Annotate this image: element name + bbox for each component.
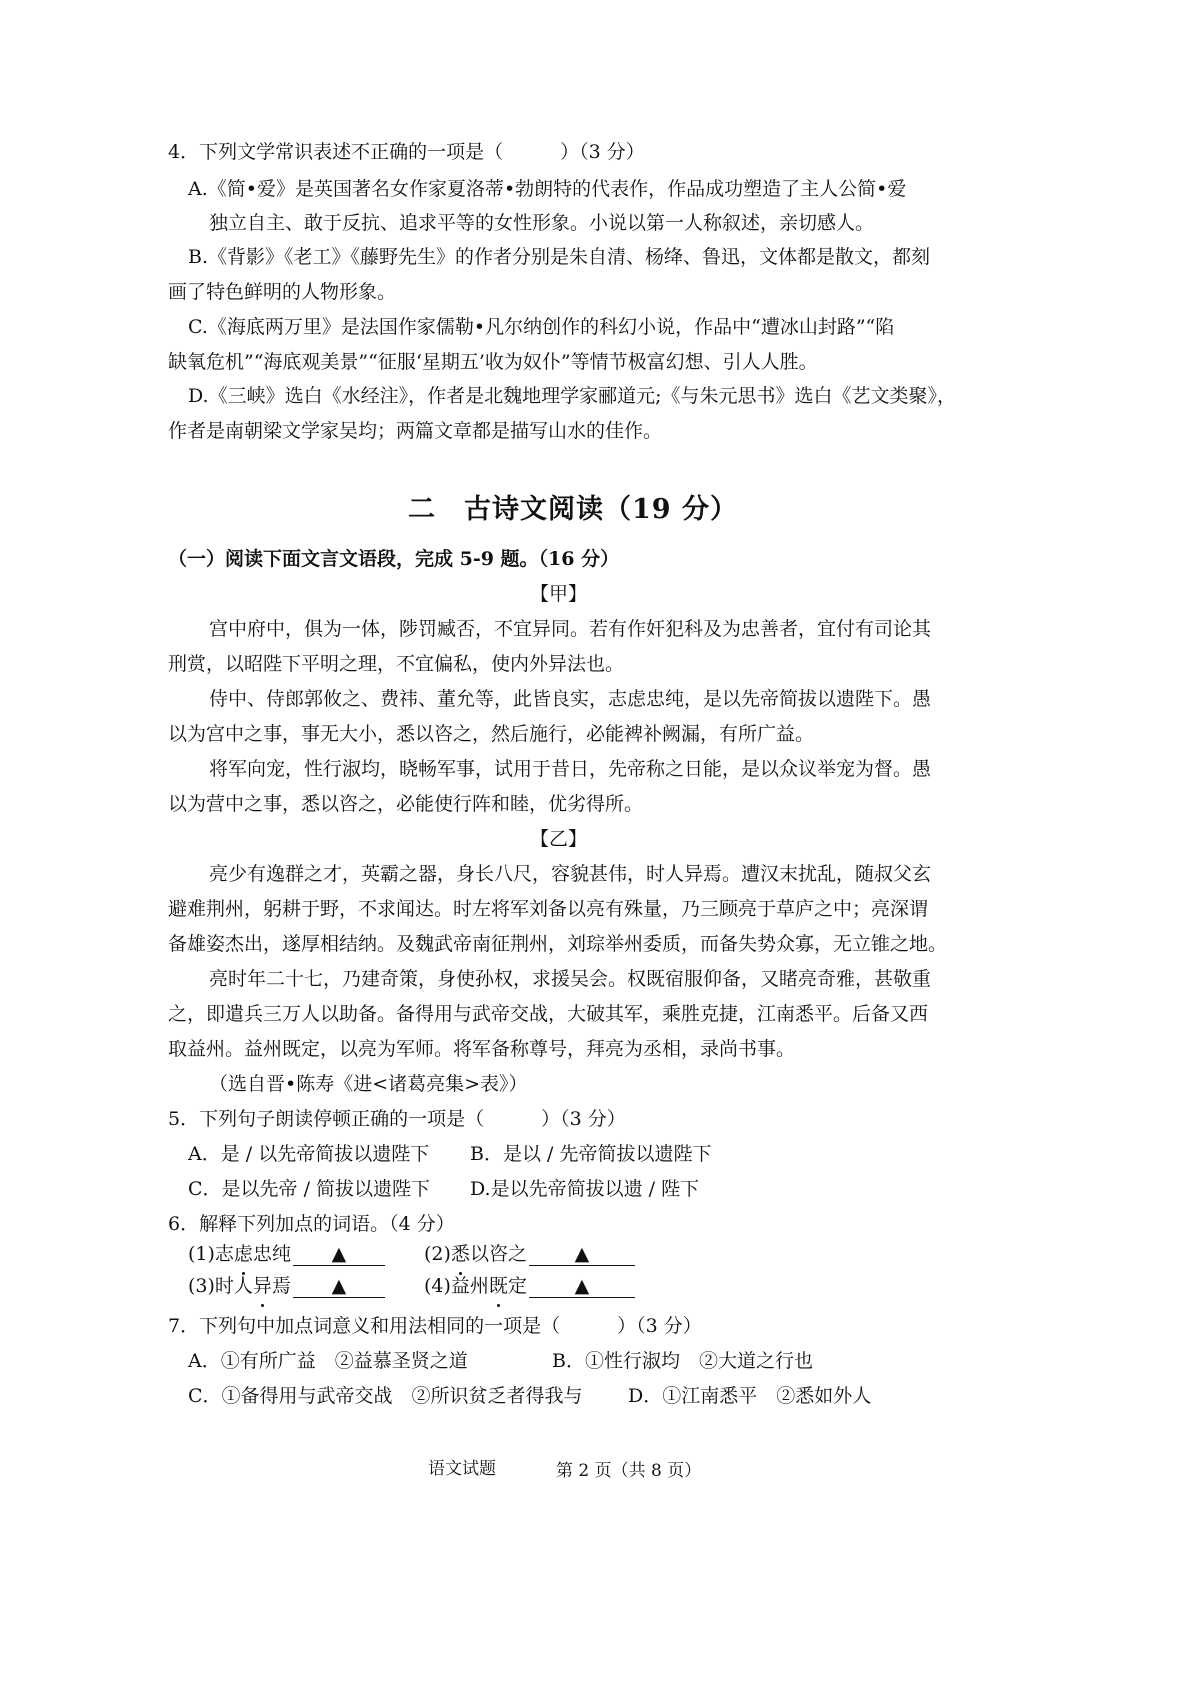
q6-item-3-pre: (3)时人	[188, 1275, 253, 1297]
q6-item-4-pre: (4)益州	[424, 1275, 489, 1297]
q6-item-4-answer-blank[interactable]: ▲	[529, 1275, 635, 1298]
q6-item-3-answer-blank[interactable]: ▲	[293, 1275, 385, 1298]
q6-item-1-post: 忠纯	[252, 1243, 291, 1265]
q6-item-3-post: 焉	[271, 1275, 291, 1297]
q7-option-a: A．①有所广益 ②益慕圣贤之道	[188, 1350, 468, 1372]
jia-p2-line1: 侍中、侍郎郭攸之、费祎、董允等，此皆良实，志虑忠纯，是以先帝简拔以遗陛下。愚	[209, 688, 932, 710]
jia-p1-line2: 刑赏，以昭陛下平明之理，不宜偏私，使内外异法也。	[168, 653, 625, 675]
q6-item-3-dotted-word: 异	[253, 1272, 272, 1300]
footer-subject: 语文试题	[428, 1459, 496, 1479]
q6-item-1-dotted-word: 虑	[234, 1240, 253, 1268]
jia-p2-line2: 以为宫中之事，事无大小，悉以咨之，然后施行，必能裨补阙漏，有所广益。	[168, 723, 815, 745]
q7-option-b: B．①性行淑均 ②大道之行也	[552, 1350, 813, 1372]
q6-item-1-answer-blank[interactable]: ▲	[293, 1243, 385, 1266]
q4-option-d-line1: D.《三峡》选白《水经注》，作者是北魏地理学家郦道元;《与朱元思书》选白《艺文类聚》，	[188, 385, 956, 407]
q5-option-a: A．是 / 以先帝简拔以遗陛下	[188, 1143, 430, 1165]
footer-page-number: 第 2 页（共 8 页）	[556, 1461, 702, 1481]
passage-jia-label: 【甲】	[530, 583, 588, 605]
q6-item-3	[188, 1272, 385, 1300]
q4-option-a-line1: A.《简•爱》是英国著名女作家夏洛蒂•勃朗特的代表作，作品成功塑造了主人公简•爱	[188, 178, 907, 200]
jia-p3-line1: 将军向宠，性行淑均，晓畅军事，试用于昔日，先帝称之日能，是以众议举宠为督。愚	[209, 758, 932, 780]
yi-p1-line1: 亮少有逸群之才，英霸之器，身长八尺，容貌甚伟，时人异焉。遭汉末扰乱，随叔父玄	[209, 863, 932, 885]
q6-item-4	[424, 1272, 635, 1300]
passage-yi-label: 【乙】	[530, 828, 588, 850]
q4-option-a-line2: 独立自主、敢于反抗、追求平等的女性形象。小说以第一人称叙述，亲切感人。	[209, 212, 875, 234]
q5-stem: 5．下列句子朗读停顿正确的一项是（ ）（3 分）	[168, 1108, 626, 1130]
q4-option-c-line1: C.《海底两万里》是法国作家儒勒•凡尔纳创作的科幻小说，作品中“遭冰山封路”“陷	[188, 316, 895, 338]
part-heading: （一）阅读下面文言文语段，完成 5-9 题。（16 分）	[168, 548, 620, 570]
q7-stem: 7．下列句中加点词意义和用法相同的一项是（ ）（3 分）	[168, 1315, 702, 1337]
q5-option-b: B．是以 / 先帝简拔以遗陛下	[470, 1143, 712, 1165]
q6-item-2	[424, 1240, 635, 1268]
q7-option-d: D．①江南悉平 ②悉如外人	[628, 1385, 872, 1407]
q4-stem: 4．下列文学常识表述不正确的一项是（ ）（3 分）	[168, 141, 645, 163]
q5-option-c: C．是以先帝 / 简拔以遗陛下	[188, 1178, 431, 1200]
q6-item-1	[188, 1240, 385, 1268]
q6-item-2-dotted-word: 悉	[451, 1240, 470, 1268]
q4-option-d-line2: 作者是南朝梁文学家吴均；两篇文章都是描写山水的佳作。	[168, 420, 663, 442]
q6-stem: 6．解释下列加点的词语。（4 分）	[168, 1213, 455, 1235]
q6-item-2-answer-blank[interactable]: ▲	[529, 1243, 635, 1266]
q6-item-2-post: 以咨之	[469, 1243, 527, 1265]
yi-p1-line3: 备雄姿杰出，遂厚相结纳。及魏武帝南征荆州，刘琮举州委质，而备失势众寡，无立锥之地。	[168, 933, 948, 955]
q4-option-b-line1: B.《背影》《老工》《藤野先生》的作者分别是朱自清、杨绛、鲁迅，文体都是散文，都刻	[188, 246, 931, 268]
q6-item-1-pre: (1)志	[188, 1243, 234, 1265]
section-title: 二 古诗文阅读（19 分）	[408, 494, 738, 525]
yi-p1-line2: 避难荆州，躬耕于野，不求闻达。时左将军刘备以亮有殊量，乃三顾亮于草庐之中；亮深谓	[168, 898, 929, 920]
q4-option-b-line2: 画了特色鲜明的人物形象。	[168, 281, 397, 303]
q6-item-4-post: 定	[507, 1275, 527, 1297]
jia-p3-line2: 以为营中之事，悉以咨之，必能使行阵和睦，优劣得所。	[168, 793, 644, 815]
q7-option-c: C．①备得用与武帝交战 ②所识贫乏者得我与	[188, 1385, 583, 1407]
passage-source: （选自晋•陈寿《进<诸葛亮集>表》）	[209, 1073, 528, 1095]
jia-p1-line1: 宫中府中，俱为一体，陟罚臧否，不宜异同。若有作奸犯科及为忠善者，宜付有司论其	[209, 618, 932, 640]
q4-option-c-line2: 缺氧危机”“海底观美景”“征服‘星期五’收为奴仆”等情节极富幻想、引人人胜。	[168, 351, 818, 373]
yi-p2-line3: 取益州。益州既定，以亮为军师。将军备称尊号，拜亮为丞相，录尚书事。	[168, 1038, 796, 1060]
q6-item-2-pre: (2)	[424, 1243, 451, 1265]
q6-item-4-dotted-word: 既	[489, 1272, 508, 1300]
q5-option-d: D.是以先帝简拔以遗 / 陛下	[470, 1178, 700, 1200]
yi-p2-line1: 亮时年二十七，乃建奇策，身使孙权，求援吴会。权既宿服仰备，又睹亮奇雅，甚敬重	[209, 968, 932, 990]
yi-p2-line2: 之，即遣兵三万人以助备。备得用与武帝交战，大破其军，乘胜克捷，江南悉平。后备又西	[168, 1003, 929, 1025]
